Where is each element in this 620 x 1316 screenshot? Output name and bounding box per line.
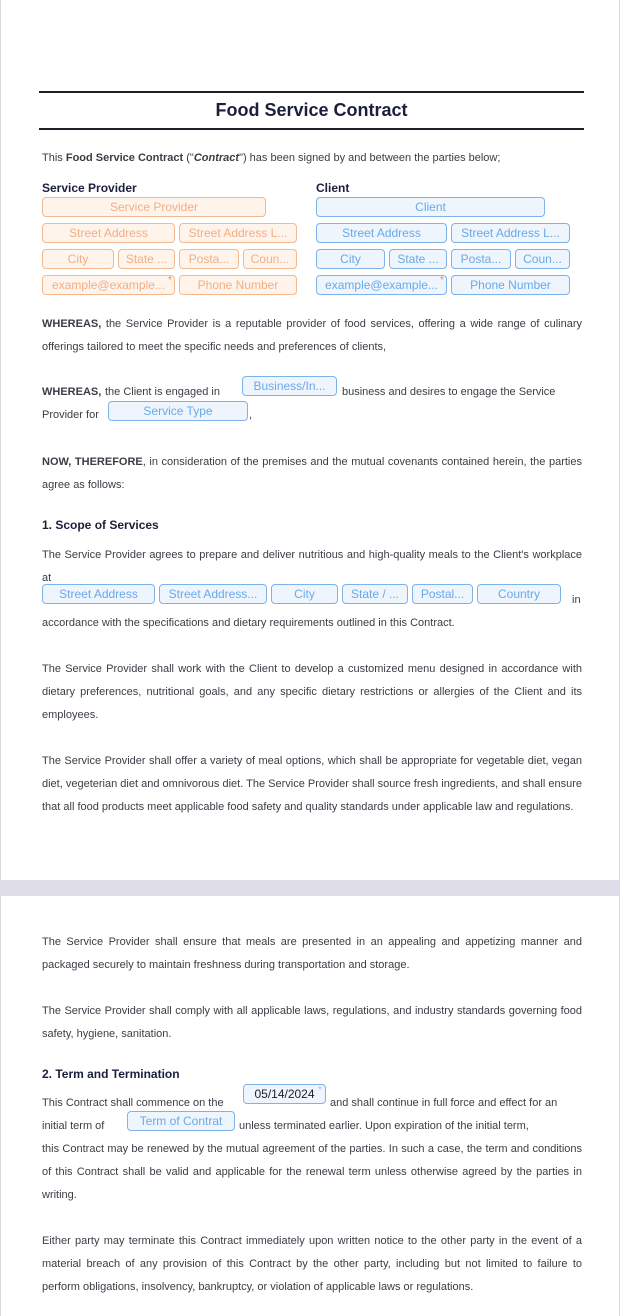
workplace-postal-field[interactable]: Postal... — [412, 584, 473, 604]
whereas-2-bold: WHEREAS, — [42, 386, 102, 398]
provider-country-field[interactable]: Coun... — [243, 249, 297, 269]
provider-email-field[interactable]: example@example... — [42, 275, 175, 295]
contract-page-2 — [0, 896, 620, 1316]
section-1-paragraph-2: The Service Provider shall work with the Client to develop a customized menu designed in accordance with dietary preferences, nutritional goals, and any specific dietary restrictions or allergies of the Client and its employees. — [42, 663, 582, 721]
section-2-paragraph-1-end: this Contract may be renewed by the mutual agreement of the parties. In such a case, the term and conditions of this Contract shall be valid and applicable for the renewal term unless otherwise agreed by the parties in writing. — [42, 1143, 582, 1201]
section-2-paragraph-2: Either party may terminate this Contract immediately upon written notice to the other party in the event of a material breach of any provision of this Contract by the other party, including but not limited to failure to perform obligations, insolvency, bankruptcy, or violation of applicable laws or regulations. — [42, 1235, 582, 1293]
client-phone-field[interactable]: Phone Number — [451, 275, 570, 295]
required-asterisk-icon: * — [168, 275, 172, 286]
client-name-field[interactable]: Client — [316, 197, 545, 217]
page-separator — [0, 880, 620, 896]
service-type-field[interactable]: Service Type — [108, 401, 248, 421]
provider-label: Service Provider — [42, 181, 137, 195]
client-email-field[interactable]: example@example... — [316, 275, 447, 295]
client-city-field[interactable]: City — [316, 249, 385, 269]
section-2-text-b: and shall continue in full force and effect for an — [330, 1097, 558, 1109]
whereas-2-text-b: business and desires to engage the Service — [342, 386, 556, 398]
provider-state-field[interactable]: State ... — [118, 249, 175, 269]
provider-street2-field[interactable]: Street Address L... — [179, 223, 297, 243]
client-street2-field[interactable]: Street Address L... — [451, 223, 570, 243]
contract-term-field[interactable]: Term of Contrat — [127, 1111, 235, 1131]
section-1-in-word: in — [572, 594, 581, 606]
title-top-rule — [39, 91, 584, 93]
page-title: Food Service Contract — [215, 100, 408, 120]
start-date-field[interactable]: 05/14/2024 — [243, 1084, 326, 1104]
section-1-paragraph-4: The Service Provider shall ensure that meals are presented in an appealing and appetizing manner and packaged securely to maintain freshness during transportation and storage. — [42, 936, 582, 971]
required-asterisk-icon: * — [440, 275, 444, 286]
title-bottom-rule — [39, 128, 584, 130]
provider-name-field[interactable]: Service Provider — [42, 197, 266, 217]
section-1-heading: 1. Scope of Services — [42, 518, 159, 532]
provider-street-field[interactable]: Street Address — [42, 223, 175, 243]
client-postal-field[interactable]: Posta... — [451, 249, 511, 269]
section-2-text-d: unless terminated earlier. Upon expiration of the initial term, — [239, 1120, 529, 1132]
section-1-paragraph-1-end: accordance with the specifications and dietary requirements outlined in this Contract. — [42, 617, 455, 629]
section-1-paragraph-3: The Service Provider shall offer a variety of meal options, which shall be appropriate for vegetable diet, vegan diet, vegeterian diet and omnivorous diet. The Service Provider shall source fresh ingredients, and shall ensure that all food products meet applicable food safety and quality standards under applicable law and regulations. — [42, 755, 582, 813]
provider-postal-field[interactable]: Posta... — [179, 249, 239, 269]
business-industry-field[interactable]: Business/In... — [242, 376, 337, 396]
now-therefore-paragraph: NOW, THEREFORE, in consideration of the premises and the mutual covenants contained herein, the parties agree as follows: — [42, 456, 582, 491]
section-2-text-a: This Contract shall commence on the — [42, 1097, 224, 1109]
client-state-field[interactable]: State ... — [389, 249, 447, 269]
client-label: Client — [316, 181, 350, 195]
section-2-text-c: initial term of — [42, 1120, 105, 1132]
whereas-paragraph-1: WHEREAS, the Service Provider is a reputable provider of food services, offering a wide range of culinary offerings tailored to meet the specific needs and preferences of clients, — [42, 318, 582, 353]
workplace-state-field[interactable]: State / ... — [342, 584, 408, 604]
client-country-field[interactable]: Coun... — [515, 249, 570, 269]
client-street-field[interactable]: Street Address — [316, 223, 447, 243]
workplace-country-field[interactable]: Country — [477, 584, 561, 604]
required-asterisk-icon: * — [318, 1085, 322, 1096]
workplace-street-field[interactable]: Street Address — [42, 584, 155, 604]
section-2-heading: 2. Term and Termination — [42, 1067, 180, 1081]
intro-paragraph: This Food Service Contract ("Contract") has been signed by and between the parties below; — [42, 152, 501, 164]
section-1-paragraph-1: The Service Provider agrees to prepare and deliver nutritious and high-quality meals to the Client's workplace at — [42, 549, 582, 584]
whereas-2-text-c: Provider for — [42, 409, 99, 421]
whereas-2-text-a: the Client is engaged in — [105, 386, 220, 398]
section-1-paragraph-5: The Service Provider shall comply with all applicable laws, regulations, and industry standards governing food safety, hygiene, sanitation. — [42, 1005, 582, 1040]
provider-phone-field[interactable]: Phone Number — [179, 275, 297, 295]
workplace-city-field[interactable]: City — [271, 584, 338, 604]
whereas-2-text-d: , — [249, 409, 253, 421]
workplace-street2-field[interactable]: Street Address... — [159, 584, 267, 604]
provider-city-field[interactable]: City — [42, 249, 114, 269]
